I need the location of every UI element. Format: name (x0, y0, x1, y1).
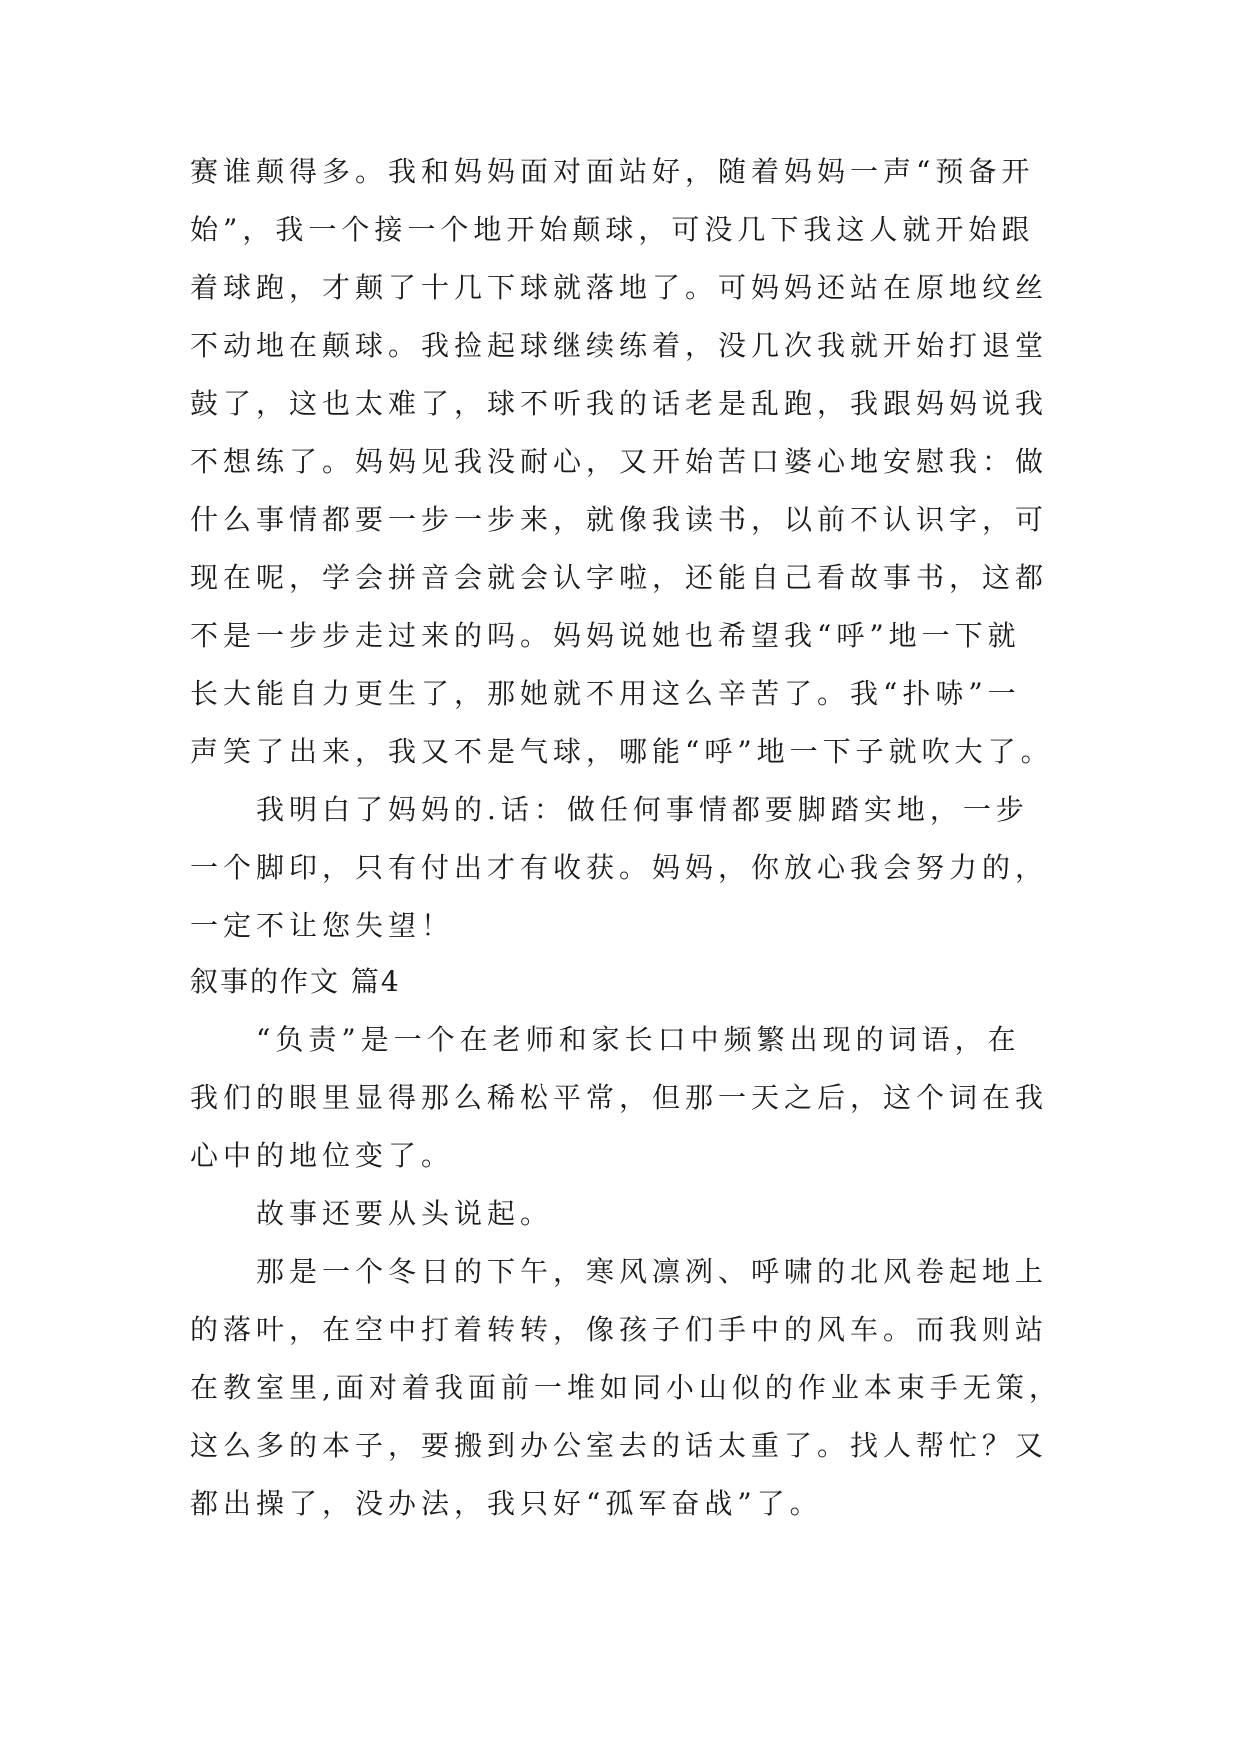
paragraph-line: 都出操了，没办法，我只好“孤军奋战”了。 (190, 1487, 823, 1520)
paragraph-line: 我们的眼里显得那么稀松平常，但那一天之后，这个词在我 (190, 1081, 1049, 1114)
paragraph-line: 一定不让您失望！ (190, 909, 455, 942)
paragraph-line: 在教室里,面对着我面前一堆如同小山似的作业本束手无策， (190, 1371, 1062, 1404)
section-heading: 叙事的作文 篇4 (190, 965, 401, 998)
paragraph-line: 现在呢，学会拼音会就会认字啦，还能自己看故事书，这都 (190, 561, 1049, 594)
paragraph-line: 不想练了。妈妈见我没耐心，又开始苦口婆心地安慰我：做 (190, 445, 1049, 478)
paragraph-line: 鼓了，这也太难了，球不听我的话老是乱跑，我跟妈妈说我 (190, 387, 1049, 420)
paragraph-line: 长大能自力更生了，那她就不用这么辛苦了。我“扑哧”一 (190, 677, 1021, 710)
paragraph-line: 什么事情都要一步一步来，就像我读书，以前不认识字，可 (190, 503, 1049, 536)
paragraph-line: 赛谁颠得多。我和妈妈面对面站好，随着妈妈一声“预备开 (190, 155, 1035, 188)
paragraph-line: 我明白了妈妈的.话：做任何事情都要脚踏实地，一步 (256, 793, 1029, 826)
paragraph-line: “负责”是一个在老师和家长口中频繁出现的词语，在 (256, 1023, 1021, 1056)
paragraph-line: 不是一步步走过来的吗。妈妈说她也希望我“呼”地一下就 (190, 619, 1021, 652)
paragraph-line: 故事还要从头说起。 (256, 1197, 554, 1230)
paragraph-line: 声笑了出来，我又不是气球，哪能“呼”地一下子就吹大了。 (190, 735, 1054, 768)
paragraph-line: 那是一个冬日的下午，寒风凛冽、呼啸的北风卷起地上 (256, 1255, 1049, 1288)
paragraph-line: 不动地在颠球。我捡起球继续练着，没几次我就开始打退堂 (190, 329, 1049, 362)
paragraph-line: 着球跑，才颠了十几下球就落地了。可妈妈还站在原地纹丝 (190, 271, 1049, 304)
paragraph-line: 这么多的本子，要搬到办公室去的话太重了。找人帮忙？又 (190, 1429, 1049, 1462)
paragraph-line: 的落叶，在空中打着转转，像孩子们手中的风车。而我则站 (190, 1313, 1049, 1346)
paragraph-line: 始”，我一个接一个地开始颠球，可没几下我这人就开始跟 (190, 213, 1035, 246)
paragraph-line: 一个脚印，只有付出才有收获。妈妈，你放心我会努力的， (190, 851, 1049, 884)
paragraph-line: 心中的地位变了。 (190, 1139, 455, 1172)
